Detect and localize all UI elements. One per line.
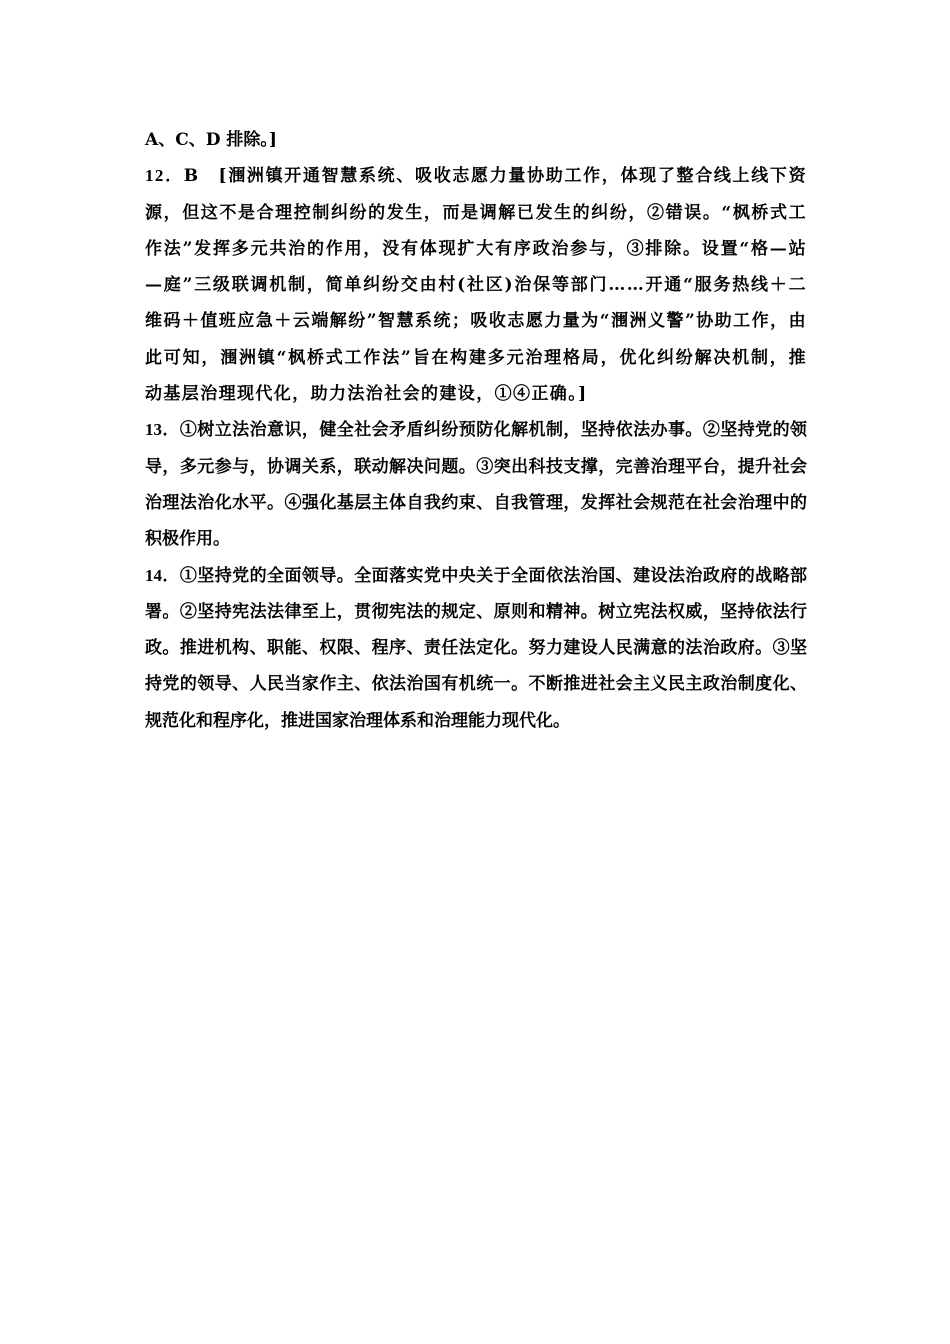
answer-text: ①坚持党的全面领导。全面落实党中央关于全面依法治国、建设法治政府的战略部署。②坚持宪法法律至上，贯彻宪法的规定、原则和精神。树立宪法权威，坚持依法行政。推进机构、职能、权限、程序、责任法定化。努力建设人民满意的法治政府。③坚持党的领导、人民当家作主、依法治国有机统一。不断推进社会主义民主政治制度化、规范化和程序化，推进国家治理体系和治理能力现代化。 (145, 565, 808, 731)
answer-text: B [涠洲镇开通智慧系统、吸收志愿力量协助工作，体现了整合线上线下资源，但这不是合理控制纠纷的发生，而是调解已发生的纠纷，②错误。“枫桥式工作法”发挥多元共治的作用，没有体现扩大有序政治参与，③排除。设置“格—站—庭”三级联调机制，简单纠纷交由村(社区)治保等部门……开通“服务热线＋二维码＋值班应急＋云端解纷”智慧系统；吸收志愿力量为“涠洲义警”协助工作，由此可知，涠洲镇“枫桥式工作法”旨在构建多元治理格局，优化纠纷解决机制，推动基层治理现代化，助力法治社会的建设，①④正确。] (145, 166, 807, 405)
answer-12 (145, 158, 807, 412)
question-number: 12． (145, 166, 184, 186)
answer-13 (145, 412, 807, 557)
answer-text: A、C、D 排除。] (145, 130, 277, 150)
answer-14 (145, 558, 807, 739)
answer-continuation (145, 122, 807, 158)
answer-text: ①树立法治意识，健全社会矛盾纠纷预防化解机制，坚持依法办事。②坚持党的领导，多元参与，协调关系，联动解决问题。③突出科技支撑，完善治理平台，提升社会治理法治化水平。④强化基层主体自我约束、自我管理，发挥社会规范在社会治理中的积极作用。 (145, 420, 808, 550)
question-number: 14． (145, 565, 180, 585)
question-number: 13． (145, 420, 180, 440)
answer-document (145, 122, 807, 739)
